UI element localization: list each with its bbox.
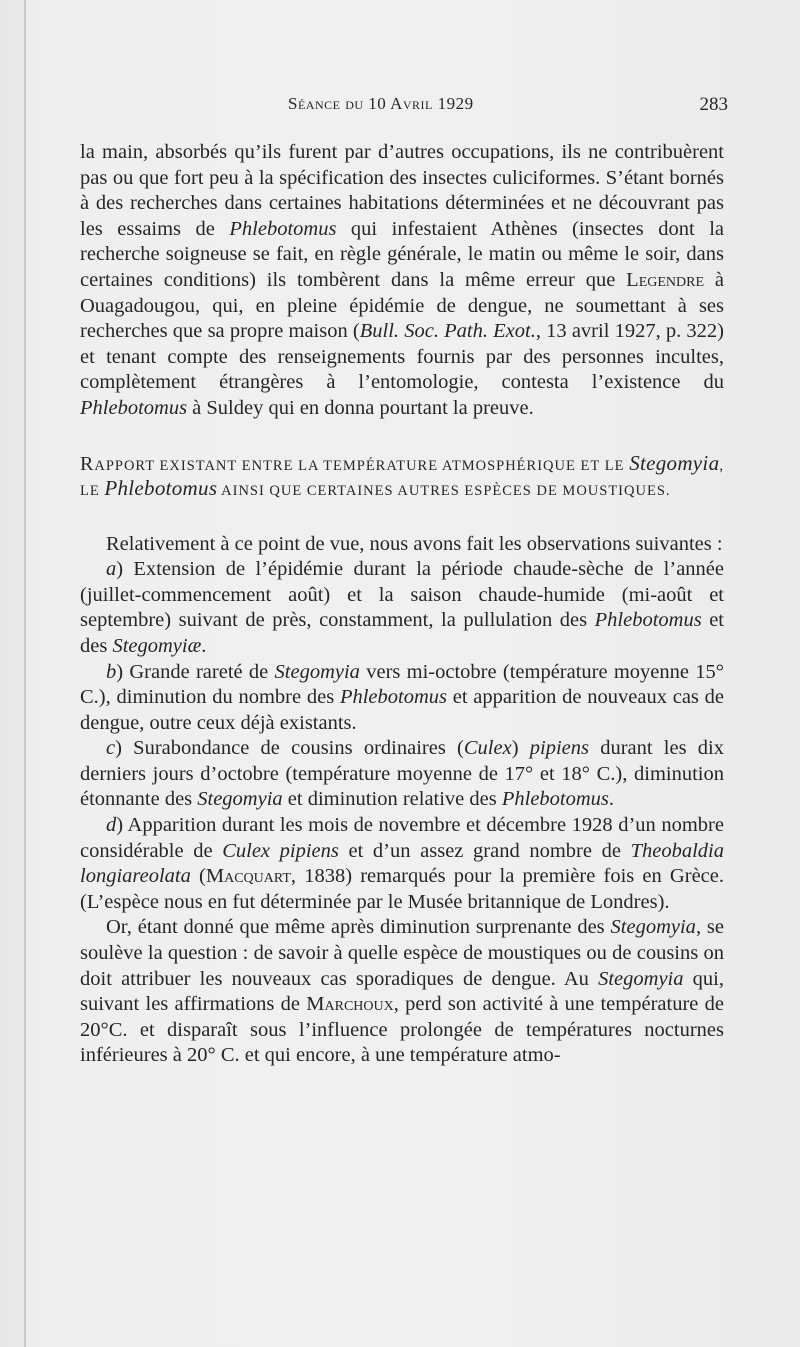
italic-run: Culex: [463, 737, 512, 760]
text-run: à Suldey qui en donna pourtant la preuve.: [187, 396, 534, 419]
italic-run: Stegomyia: [197, 788, 283, 811]
text-run: AINSI QUE CERTAINES AUTRES ESPÈCES DE MOUSTIQUES.: [217, 482, 671, 499]
paragraph-question: [80, 915, 724, 1069]
text-run: vers mi-octobre (température moyenne 15° C.), diminution du nombre des: [80, 660, 724, 709]
text-run: Or, étant donné que même après diminution surprenante des: [106, 916, 611, 939]
section-heading: [80, 452, 724, 502]
observation-b: [80, 660, 724, 737]
italic-run: Phlebotomus: [229, 217, 337, 240]
page-binding-edge: [24, 0, 26, 1347]
author-name: Legendre: [626, 268, 705, 291]
italic-run: pipiens: [529, 737, 589, 760]
page-number: 283: [699, 94, 728, 115]
text-run: ) Grande rareté de: [116, 660, 275, 683]
list-marker: c: [106, 737, 116, 760]
italic-run: Phlebotomus: [339, 686, 447, 709]
text-run: et diminution relative des: [282, 788, 502, 811]
list-marker: a: [106, 558, 117, 581]
text-run: qui, suivant les affirmations de: [80, 967, 724, 1016]
paragraph-intro: [80, 532, 724, 558]
heading-initial: R: [80, 452, 95, 475]
text-run: APPORT EXISTANT ENTRE LA TEMPÉRATURE ATMOSPHÉRIQUE ET LE: [94, 457, 630, 474]
page-body: [80, 140, 724, 1069]
text-run: .: [608, 788, 615, 811]
citation-title: Bull. Soc. Path. Exot.: [359, 320, 536, 343]
observation-a: [80, 557, 724, 659]
text-run: ) Surabondance de cousins ordinaires (: [115, 737, 464, 760]
text-run: (: [190, 865, 206, 888]
italic-run: Stegomyia: [274, 660, 360, 683]
text-run: la main, absorbés qu’ils furent par d’autres occupations, ils ne contribuèrent pas ou que fort peu à la spécification des insectes culiciformes. S’étant bornés à des recherches dans certaines habitations déterminées et ne découvrant pas les essaims de: [80, 141, 724, 240]
text-run: , LE: [80, 457, 724, 499]
italic-run: Phlebotomus: [80, 396, 188, 419]
italic-run: Stegomyia: [610, 916, 696, 939]
text-run: et des: [80, 609, 725, 657]
list-marker: b: [106, 660, 117, 683]
text-run: , 13 avril 1927, p. 322) et tenant compte des renseignements fournis par des personnes incultes, complètement étrangères à l’entomologie, contesta l’existence du: [80, 320, 725, 394]
italic-run: Theobaldia longiareolata: [80, 839, 724, 888]
paragraph-continuation: [80, 140, 724, 422]
italic-run: Stegomyiæ: [112, 634, 202, 657]
running-head: Séance du 10 Avril 1929: [288, 94, 474, 113]
text-run: et d’un assez grand nombre de: [338, 839, 631, 862]
text-run: ): [511, 737, 530, 760]
list-marker: d: [106, 814, 117, 837]
text-run: ) Apparition durant les mois de novembre et décembre 1928 d’un nombre considérable de: [80, 814, 724, 862]
text-run: et apparition de nouveaux cas de dengue, outre ceux déjà existants.: [80, 686, 724, 734]
text-run: qui infestaient Athènes (insectes dont la recherche soigneuse se fait, en règle générale, le matin ou même le soir, dans certaines conditions) ils tombèrent dans la même erreur que: [80, 217, 724, 291]
observation-c: [80, 736, 724, 813]
text-run: , se soulève la question : de savoir à quelle espèce de moustiques ou de cousins on doit attribuer les nouveaux cas sporadiques de dengue. Au: [80, 916, 725, 990]
page-header: [0, 92, 800, 120]
italic-run: Phlebotomus: [104, 475, 218, 500]
text-run: durant les dix derniers jours d’octobre (température moyenne de 17° et 18° C.), diminution étonnante des: [80, 737, 724, 811]
text-run: Relativement à ce point de vue, nous avons fait les observations suivantes :: [106, 532, 723, 555]
observation-d: [80, 813, 724, 915]
text-run: , 1838) remarqués pour la première fois en Grèce. (L’espèce nous en fut déterminée par le Musée britannique de Londres).: [80, 865, 724, 913]
text-run: à Ouagadougou, qui, en pleine épidémie de dengue, ne soumettant à ses recherches que sa propre maison (: [80, 268, 724, 343]
italic-run: Stegomyia: [629, 450, 720, 475]
text-run: , perd son activité à une température de 20°C. et disparaît sous l’influence prolongée de températures nocturnes inférieures à 20° C. et qui encore, à une température atmo-: [80, 993, 724, 1067]
text-run: .: [201, 634, 207, 657]
italic-run: Stegomyia: [598, 967, 684, 990]
italic-run: Culex pipiens: [222, 839, 339, 862]
author-name: Marchoux: [306, 993, 394, 1016]
italic-run: Phlebotomus: [594, 609, 702, 632]
author-name: Macquart: [205, 865, 291, 888]
text-run: ) Extension de l’épidémie durant la période chaude-sèche de l’année (juillet-commencement août) et la saison chaude-humide (mi-août et septembre) suivant de près, constamment, la pullulation des: [80, 558, 724, 632]
italic-run: Phlebotomus: [501, 788, 609, 811]
